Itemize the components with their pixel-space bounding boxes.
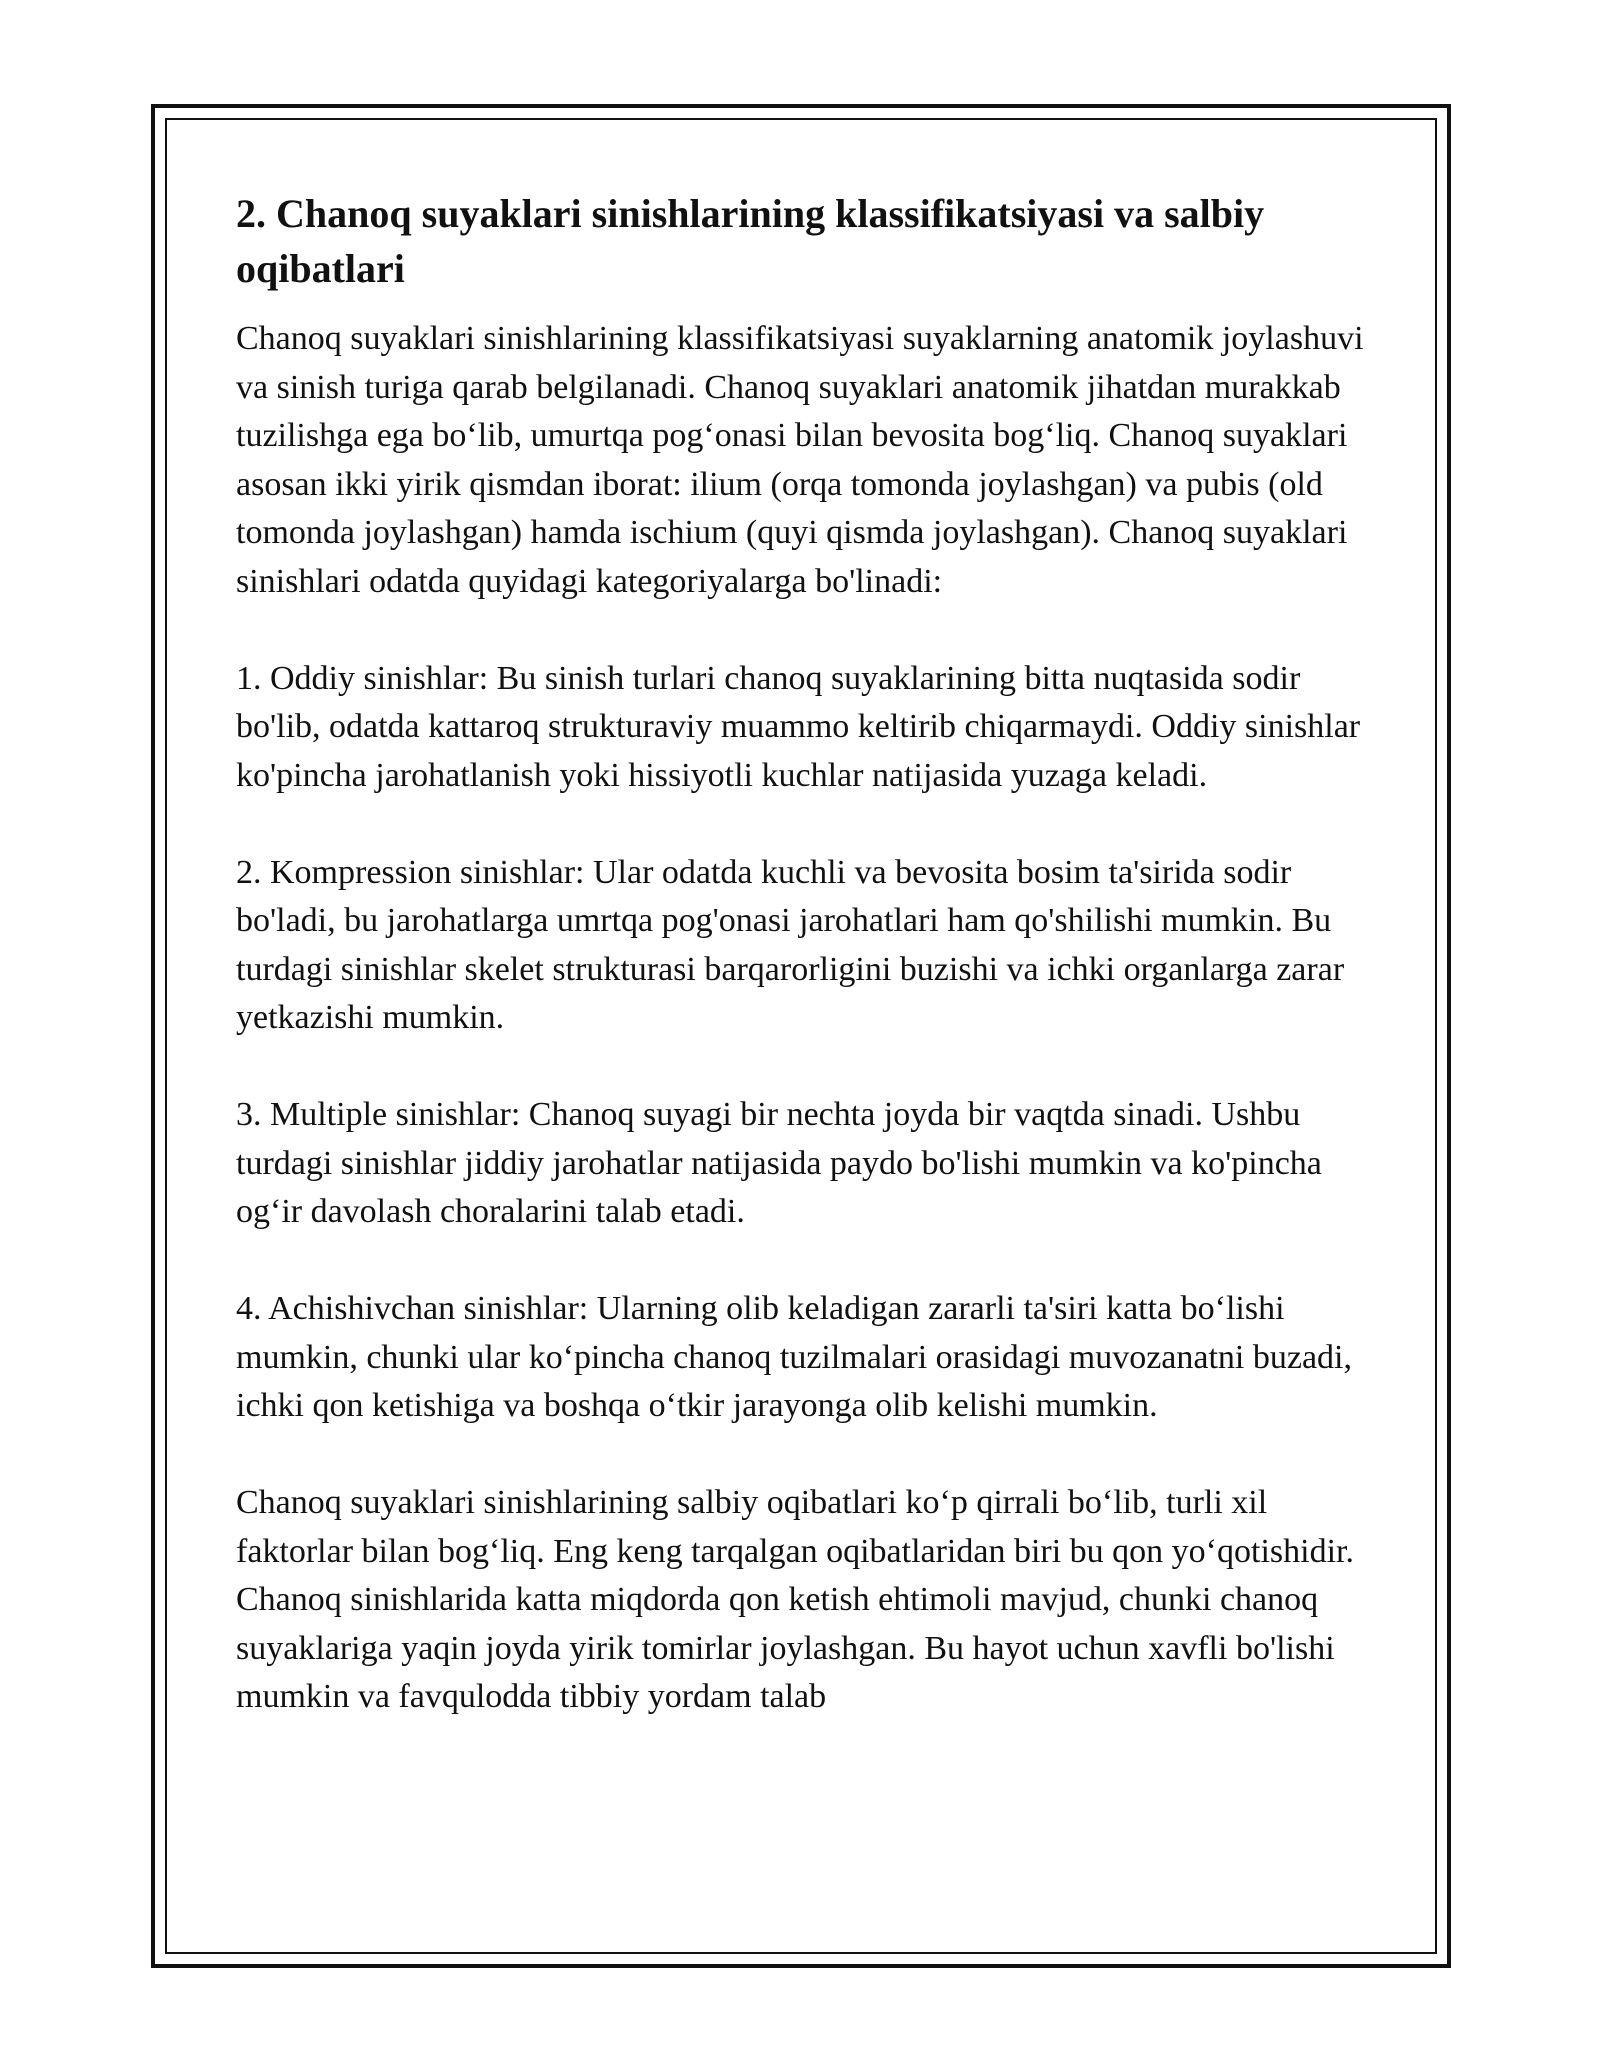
paragraph-consequences: Chanoq suyaklari sinishlarining salbiy oqibatlari ko‘p qirrali bo‘lib, turli xil faktorlar bilan bog‘liq. Eng keng tarqalgan oqibatlaridan biri bu qon yo‘qotishidir. Chanoq sinishlarida katta miqdorda qon ketish ehtimoli mavjud, chunki chanoq suyaklariga yaqin joyda yirik tomirlar joylashgan. Bu hayot uchun xavfli bo'lishi mumkin va favqulodda tibbiy yordam talab <box>236 1484 1354 1715</box>
section-heading: 2. Chanoq suyaklari sinishlarining klassifikatsiyasi va salbiy oqibatlari <box>236 191 1265 291</box>
paragraph-item-3: 3. Multiple sinishlar: Chanoq suyagi bir nechta joyda bir vaqtda sinadi. Ushbu turdagi sinishlar jiddiy jarohatlar natijasida paydo bo'lishi mumkin va ko'pincha og‘ir davolash choralarini talab etadi. <box>236 1096 1322 1230</box>
paragraph-item-2: 2. Kompression sinishlar: Ular odatda kuchli va bevosita bosim ta'sirida sodir bo'ladi, bu jarohatlarga umrtqa pog'onasi jarohatlari ham qo'shilishi mumkin. Bu turdagi sinishlar skelet strukturasi barqarorligini buzishi va ichki organlarga zarar yetkazishi mumkin. <box>236 853 1345 1036</box>
paragraph-item-1: 1. Oddiy sinishlar: Bu sinish turlari chanoq suyaklarining bitta nuqtasida sodir bo'lib, odatda kattaroq strukturaviy muammo keltirib chiqarmaydi. Oddiy sinishlar ko'pincha jarohatlanish yoki hissiyotli kuchlar natijasida yuzaga keladi. <box>236 659 1361 794</box>
paragraph-item-4: 4. Achishivchan sinishlar: Ularning olib keladigan zararli ta'siri katta bo‘lishi mumkin, chunki ular ko‘pincha chanoq tuzilmalari orasidagi muvozanatni buzadi, ichki qon ketishiga va boshqa o‘tkir jarayonga olib kelishi mumkin. <box>236 1290 1353 1424</box>
paragraph-intro: Chanoq suyaklari sinishlarining klassifikatsiyasi suyaklarning anatomik joylashuvi va sinish turiga qarab belgilanadi. Chanoq suyaklari anatomik jihatdan murakkab tuzilishga ega bo‘lib, umurtqa pog‘onasi bilan bevosita bog‘liq. Chanoq suyaklari asosan ikki yirik qismdan iborat: ilium (orqa tomonda joylashgan) va pubis (old tomonda joylashgan) hamda ischium (quyi qismda joylashgan). Chanoq suyaklari sinishlari odatda quyidagi kategoriyalarga bo'linadi: <box>236 320 1364 600</box>
document-body <box>236 186 1366 1722</box>
